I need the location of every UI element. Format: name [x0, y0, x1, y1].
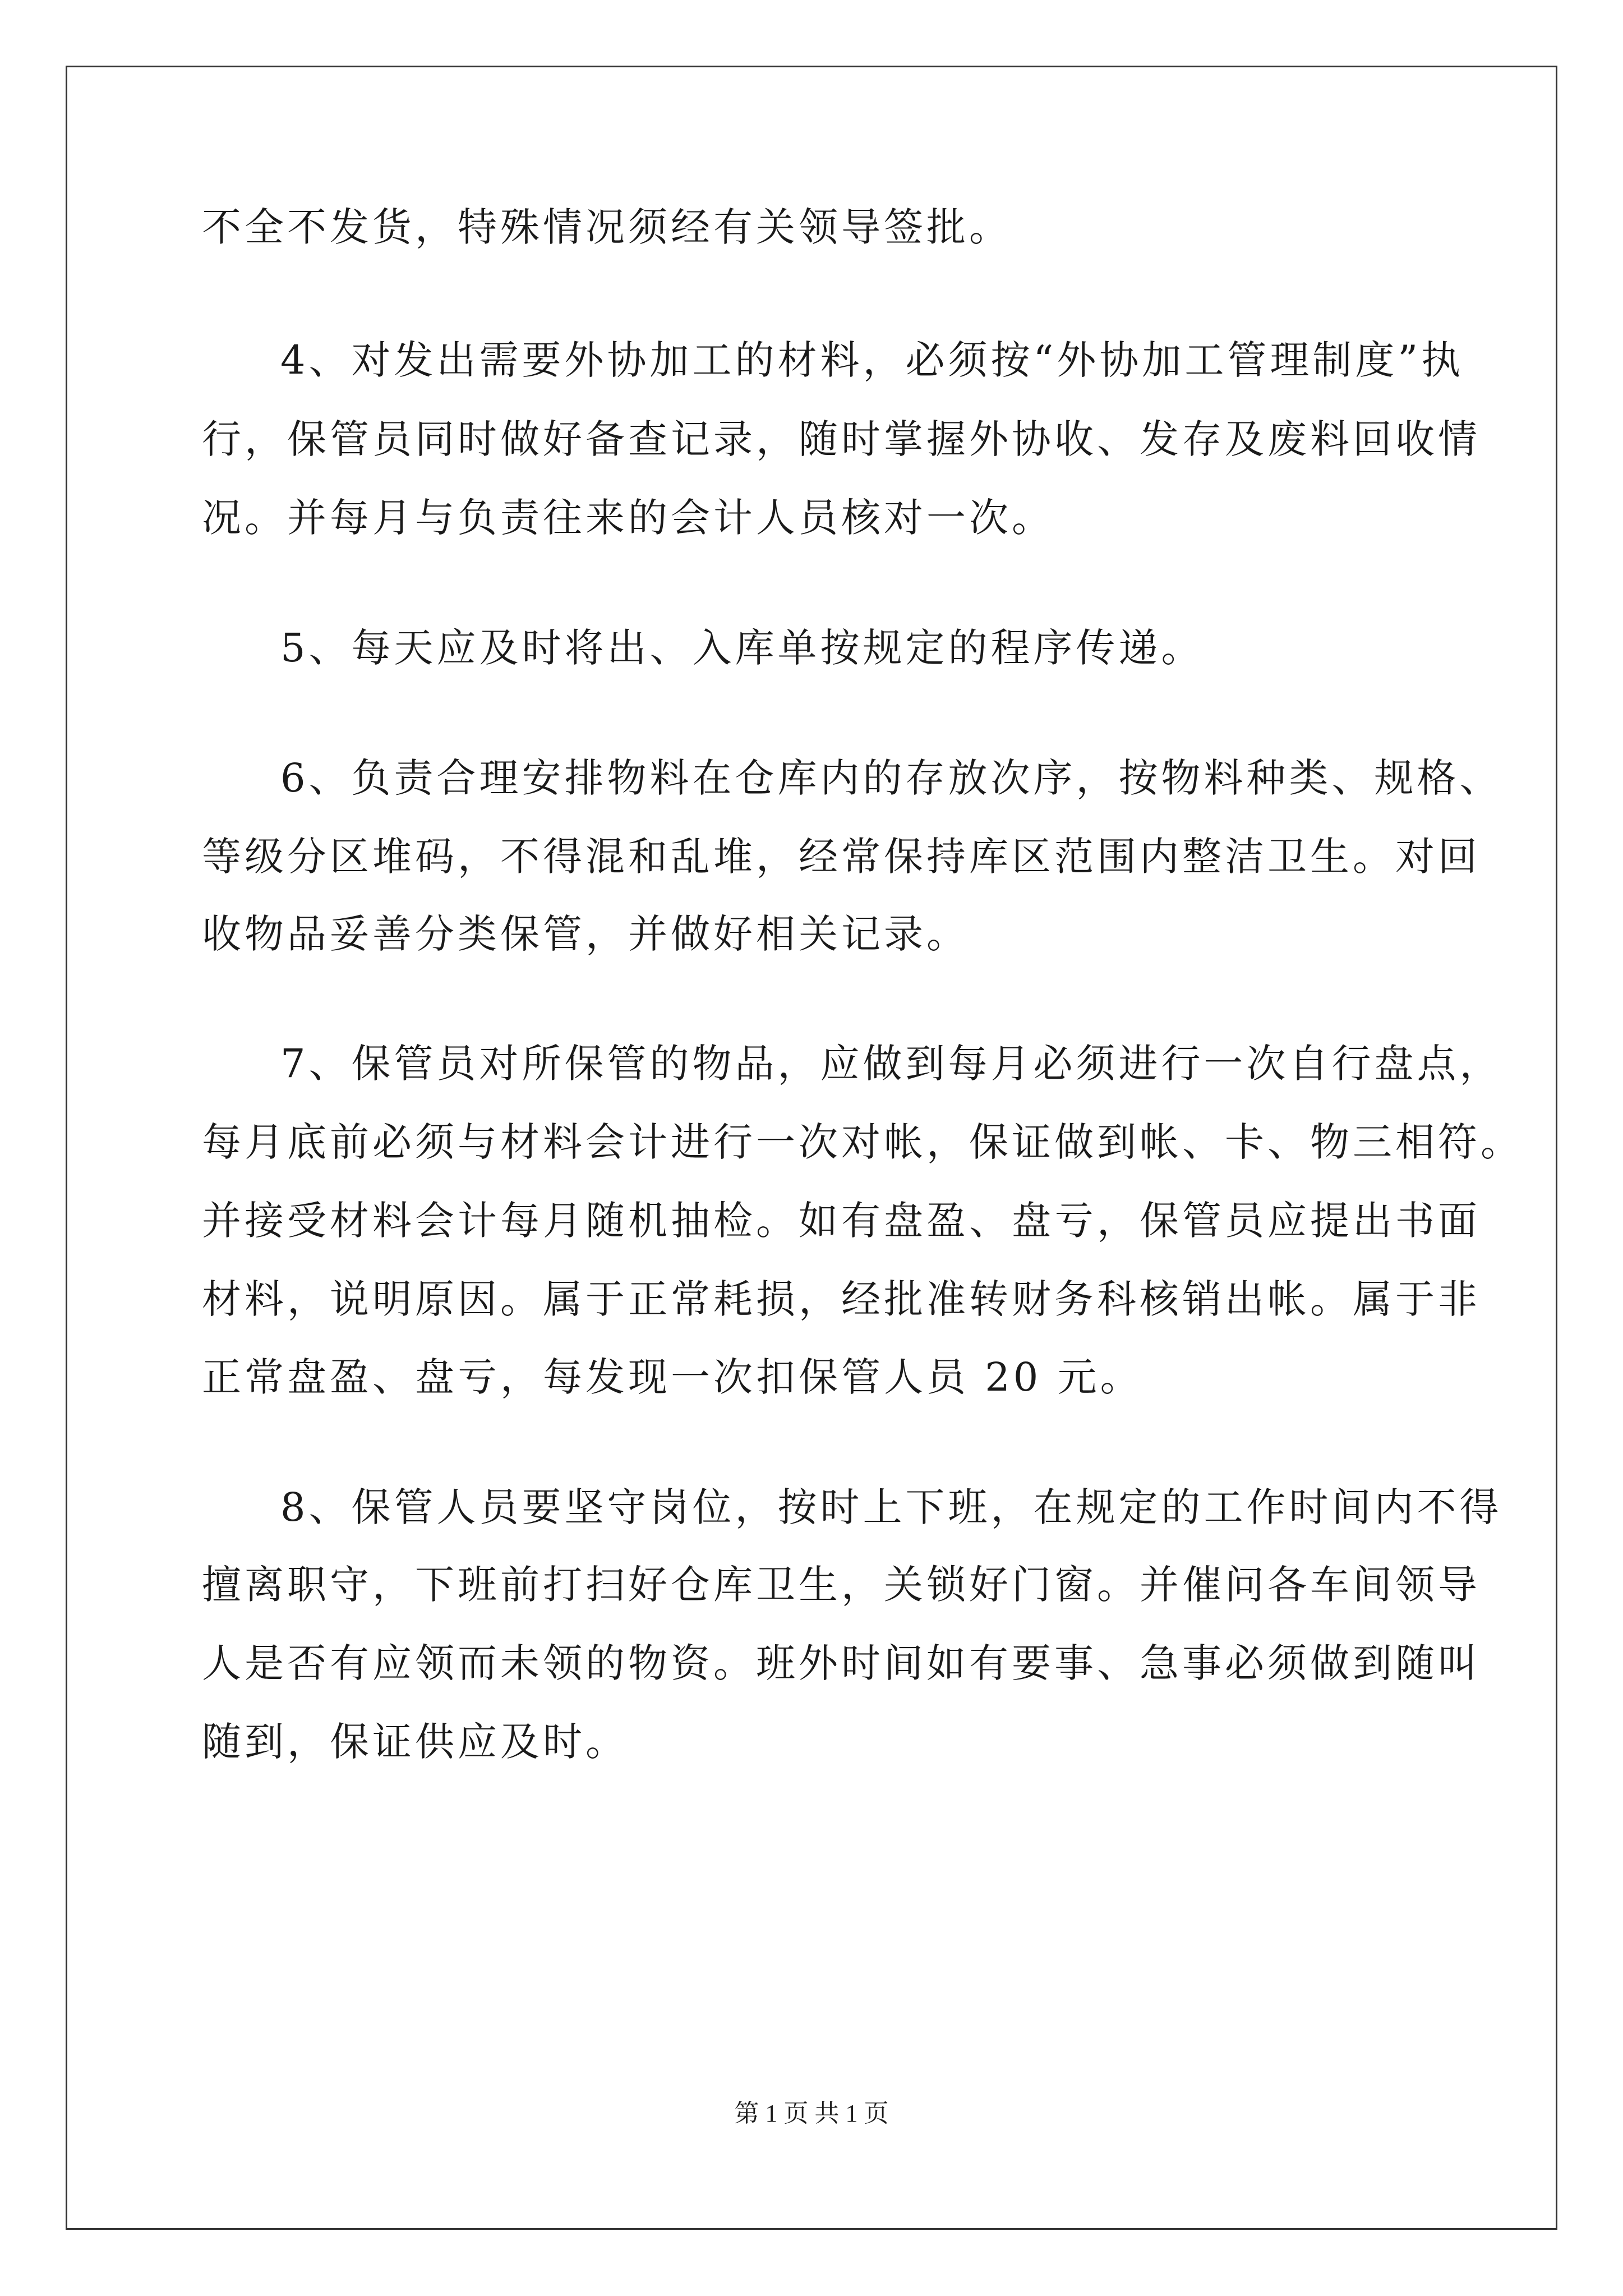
- text-line: 4、对发出需要外协加工的材料，必须按“外协加工管理制度”执: [280, 337, 1464, 383]
- text-line: 每月底前必须与材料会计进行一次对帐，保证做到帐、卡、物三相符。: [202, 1119, 1523, 1165]
- text-line: 行，保管员同时做好备查记录，随时掌握外协收、发存及废料回收情: [202, 416, 1481, 462]
- text-line: 收物品妥善分类保管，并做好相关记录。: [202, 911, 969, 957]
- text-line: 正常盘盈、盘亏，每发现一次扣保管人员 20 元。: [202, 1354, 1143, 1400]
- text-line: 随到，保证供应及时。: [202, 1719, 628, 1765]
- text-line: 材料，说明原因。属于正常耗损，经批准转财务科核销出帐。属于非: [202, 1276, 1481, 1322]
- text-line: 5、每天应及时将出、入库单按规定的程序传递。: [280, 625, 1204, 671]
- text-line: 擅离职守，下班前打扫好仓库卫生，关锁好门窗。并催问各车间领导: [202, 1562, 1481, 1608]
- page-footer: 第 1 页 共 1 页: [734, 2100, 889, 2127]
- text-line: 7、保管员对所保管的物品，应做到每月必须进行一次自行盘点，: [280, 1041, 1502, 1087]
- text-line: 不全不发货，特殊情况须经有关领导签批。: [202, 204, 1012, 250]
- text-line: 人是否有应领而未领的物资。班外时间如有要事、急事必须做到随叫: [202, 1640, 1481, 1686]
- text-line: 并接受材料会计每月随机抽检。如有盘盈、盘亏，保管员应提出书面: [202, 1198, 1481, 1244]
- text-line: 况。并每月与负责往来的会计人员核对一次。: [202, 495, 1054, 541]
- text-line: 6、负责合理安排物料在仓库内的存放次序，按物料种类、规格、: [280, 755, 1502, 801]
- text-line: 等级分区堆码，不得混和乱堆，经常保持库区范围内整洁卫生。对回: [202, 834, 1481, 880]
- text-line: 8、保管人员要坚守岗位，按时上下班，在规定的工作时间内不得: [280, 1484, 1502, 1530]
